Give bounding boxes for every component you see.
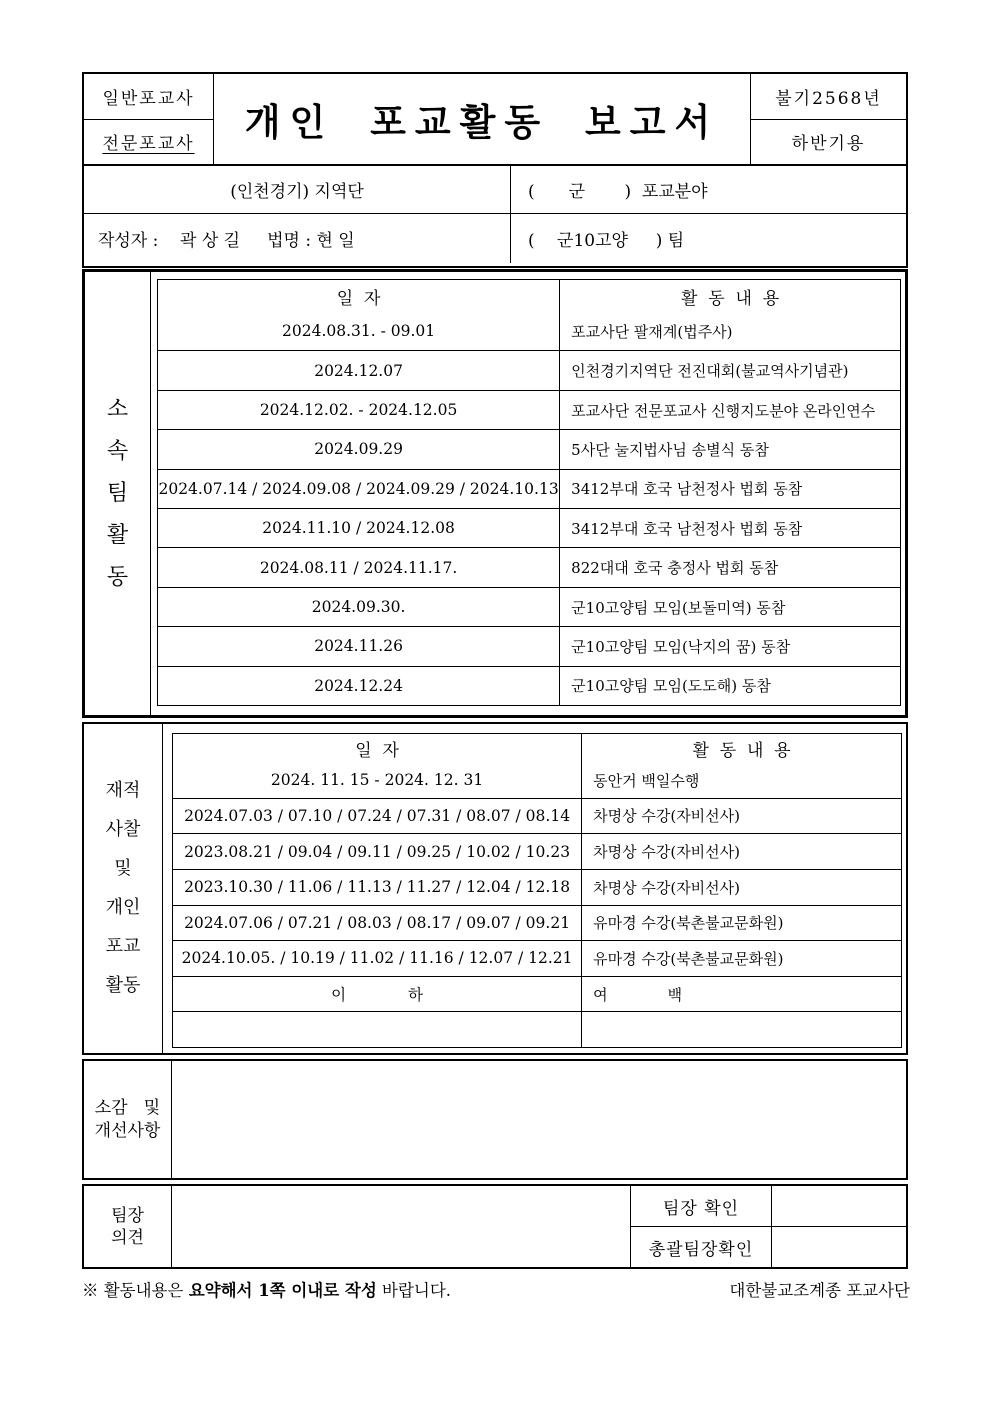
team-label-char: 동 [106,564,129,590]
table-row [173,763,901,798]
activity-cell: 유마경 수강(북촌불교문화원) [593,914,784,933]
team-activities-table [157,279,901,706]
activity-cell: 3412부대 호국 남천정사 법회 동참 [571,480,803,499]
leader-confirm-label: 팀장 확인 [631,1186,772,1226]
table-row [158,350,900,389]
table-row [158,390,900,429]
table-header-row [173,734,901,763]
region-cell: (인천경기) 지역단 [84,166,511,213]
page-title: 개인 포교활동 보고서 [244,100,720,144]
date-cell: 2024.11.10 / 2024.12.08 [158,509,560,547]
leader-confirm-row [631,1186,906,1226]
date-cell: 2024.09.30. [158,588,560,626]
table-row [158,666,900,705]
activity-cell: 3412부대 호국 남천정사 법회 동참 [571,519,803,538]
footer-note-prefix: ※ 활동내용은 [82,1281,189,1300]
table-row [173,905,901,941]
table-row [173,976,901,1012]
leader-confirm-blank [772,1186,906,1226]
general-leader-confirm-blank [772,1227,906,1267]
table-row [158,429,900,468]
date-column-header: 일 자 [158,280,560,312]
activity-cell: 차명상 수강(자비선사) [593,843,741,862]
remarks-blank-area [173,1061,906,1178]
table-row [158,626,900,665]
opinion-label-line: 의견 [111,1227,144,1248]
personal-label-line: 및 [114,858,132,879]
personal-section-label [84,724,163,1053]
footer-note [82,1277,451,1301]
activity-cell: 차명상 수강(자비선사) [593,878,741,897]
table-header-row [158,280,900,312]
team-label-char: 팀 [106,480,129,506]
footer-organization: 대한불교조계종 포교사단 [729,1281,910,1300]
personal-label-line: 재적 [105,780,141,801]
activity-cell: 유마경 수강(북촌불교문화원) [593,949,784,968]
date-cell: 2023.10.30 / 11.06 / 11.13 / 11.27 / 12.04 / 12.18 [173,870,582,905]
activity-cell: 822대대 호국 충정사 법회 동참 [571,559,779,578]
date-cell: 2024.10.05. / 10.19 / 11.02 / 11.16 / 12.07 / 12.21 [173,941,582,976]
activity-cell: 동안거 백일수행 [593,771,700,790]
activity-column-header: 활 동 내 용 [692,741,791,761]
type-professional-label: 전문포교사 [102,134,195,155]
date-cell: 2024.09.29 [158,430,560,468]
personal-activities-table [172,733,902,1048]
confirmation-block [630,1186,906,1267]
author-row [84,214,906,263]
remarks-label-line: 개선사항 [94,1120,161,1141]
type-professional-cell [84,120,213,165]
personal-label-line: 포교 [105,936,141,957]
team-label-char: 속 [106,438,129,464]
type-general-cell: 일반포교사 [84,74,213,120]
activity-cell: 군10고양팀 모임(낙지의 꿈) 동참 [571,637,791,656]
date-cell: 2024.12.02. - 2024.12.05 [158,391,560,429]
table-row [173,833,901,869]
activity-cell: 군10고양팀 모임(보돌미역) 동참 [571,598,786,617]
page-footer [82,1277,910,1301]
date-cell: 2024.08.31. - 09.01 [158,312,560,350]
activity-cell [582,1012,901,1047]
author-cell: 작성자 : 곽 상 길 법명 : 현 일 [84,214,511,263]
date-cell: 2024.07.03 / 07.10 / 07.24 / 07.31 / 08.07 / 08.14 [173,799,582,834]
missionary-type-cells [84,74,214,164]
table-row [158,312,900,350]
date-column-header: 일 자 [173,734,582,763]
activity-cell: 여 백 [593,985,683,1004]
table-row [173,940,901,976]
field-cell: ( 군 ) 포교분야 [528,182,708,202]
table-row [173,1011,901,1047]
date-cell: 2024.11.26 [158,627,560,665]
buddhist-year-cell: 불기2568년 [751,74,906,120]
activity-column-header: 활 동 내 용 [681,288,780,309]
period-cell: 하반기용 [791,134,866,155]
title-row [84,74,906,166]
date-cell [173,1012,582,1047]
table-row [158,587,900,626]
team-label-char: 활 [106,522,129,548]
activity-cell: 인천경기지역단 전진대회(불교역사기념관) [571,362,849,381]
header-section [82,72,908,268]
team-activities-section [82,269,908,718]
activity-cell: 차명상 수강(자비선사) [593,807,741,826]
remarks-section [82,1059,908,1180]
remarks-label-line: 소감 및 [94,1097,161,1118]
activity-cell: 포교사단 전문포교사 신행지도분야 온라인연수 [571,401,876,420]
opinion-section-label [84,1186,172,1267]
date-cell: 2024.08.11 / 2024.11.17. [158,548,560,586]
date-cell: 2023.08.21 / 09.04 / 09.11 / 09.25 / 10.02 / 10.23 [173,834,582,869]
opinion-blank-area [173,1186,630,1267]
activity-cell: 포교사단 팔재계(법주사) [571,322,733,341]
remarks-section-label [84,1061,172,1178]
personal-activities-section [82,722,908,1055]
table-row [158,469,900,508]
table-row [173,798,901,834]
date-cell: 2024.12.24 [158,667,560,705]
date-cell: 이 하 [173,977,582,1012]
leader-opinion-section [82,1184,908,1269]
personal-label-line: 활동 [105,975,141,996]
general-leader-confirm-row [631,1226,906,1267]
table-row [173,869,901,905]
region-row [84,166,906,214]
date-cell: 2024.07.06 / 07.21 / 08.03 / 08.17 / 09.07 / 09.21 [173,906,582,941]
table-row [158,508,900,547]
personal-label-line: 사찰 [105,819,141,840]
personal-label-line: 개인 [105,897,141,918]
footer-note-bold: 요약해서 1쪽 이내로 작성 [188,1281,377,1300]
team-cell: ( 군10고양 ) 팀 [528,231,685,251]
team-section-label [85,272,151,715]
year-period-cells [750,74,906,164]
activity-cell: 5사단 눌지법사님 송별식 동참 [571,440,769,459]
activity-cell: 군10고양팀 모임(도도해) 동참 [571,677,771,696]
opinion-label-line: 팀장 [111,1205,144,1226]
date-cell: 2024. 11. 15 - 2024. 12. 31 [173,763,582,798]
footer-note-suffix: 바랍니다. [376,1281,452,1300]
team-label-char: 소 [106,396,129,422]
date-cell: 2024.07.14 / 2024.09.08 / 2024.09.29 / 2024.10.13 [158,470,560,508]
general-leader-confirm-label: 총괄팀장확인 [631,1227,772,1267]
date-cell: 2024.12.07 [158,351,560,389]
table-row [158,547,900,586]
